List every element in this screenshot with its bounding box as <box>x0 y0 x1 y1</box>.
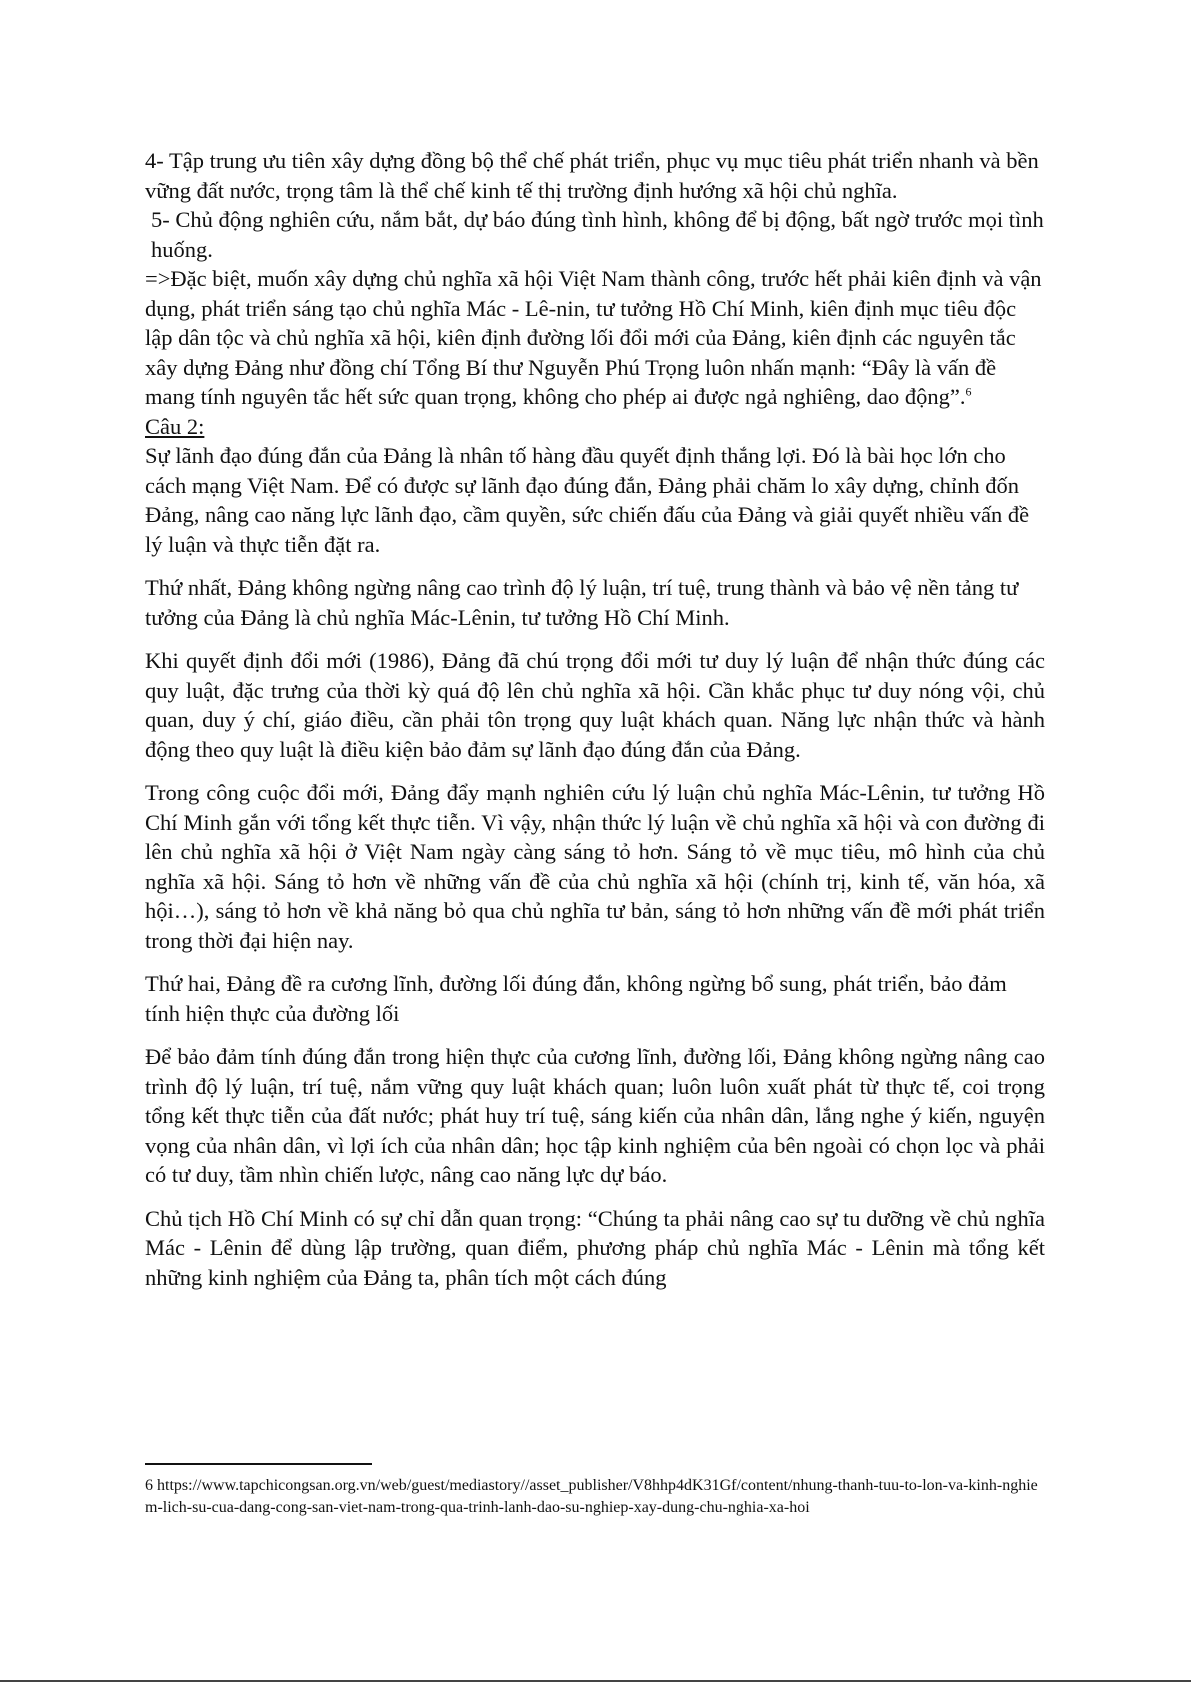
second-point-paragraph: Thứ hai, Đảng đề ra cương lĩnh, đường lối đúng đắn, không ngừng bổ sung, phát triển, bảo đảm tính hiện thực của đường lối <box>145 971 1007 1026</box>
first-point-paragraph: Thứ nhất, Đảng không ngừng nâng cao trình độ lý luận, trí tuệ, trung thành và bảo vệ nền tảng tư tưởng của Đảng là chủ nghĩa Mác-Lênin, tư tưởng Hồ Chí Minh. <box>145 575 1019 630</box>
conclusion-paragraph <box>145 264 1045 412</box>
bao-dam-paragraph: Để bảo đảm tính đúng đắn trong hiện thực của cương lĩnh, đường lối, Đảng không ngừng nâng cao trình độ lý luận, trí tuệ, nắm vững quy luật khách quan; luôn luôn xuất phát từ thực tế, coi trọng tổng kết thực tiễn của đất nước; phát huy trí tuệ, sáng kiến của nhân dân, lắng nghe ý kiến, nguyện vọng của nhân dân, vì lợi ích của nhân dân; học tập kinh nghiệm của bên ngoài có chọn lọc và phải có tư duy, tầm nhìn chiến lược, nâng cao năng lực dự báo. <box>145 1044 1045 1187</box>
doi-moi-paragraph: Khi quyết định đổi mới (1986), Đảng đã chú trọng đổi mới tư duy lý luận để nhận thức đúng các quy luật, đặc trưng của thời kỳ quá độ lên chủ nghĩa xã hội. Cần khắc phục tư duy nóng vội, chủ quan, duy ý chí, giáo điều, cần phải tôn trọng quy luật khách quan. Năng lực nhận thức và hành động theo quy luật là điều kiện bảo đảm sự lãnh đạo đúng đắn của Đảng. <box>145 648 1045 762</box>
question-2-heading: Câu 2: <box>145 413 205 439</box>
footnote-reference[interactable]: 6 <box>965 384 972 399</box>
footnote-number: 6 <box>145 1477 153 1494</box>
cong-cuoc-paragraph: Trong công cuộc đổi mới, Đảng đẩy mạnh nghiên cứu lý luận chủ nghĩa Mác-Lênin, tư tưởng Hồ Chí Minh gắn với tổng kết thực tiễn. Vì vậy, nhận thức lý luận về chủ nghĩa xã hội và con đường đi lên chủ nghĩa xã hội ở Việt Nam ngày càng sáng tỏ hơn. Sáng tỏ về mục tiêu, mô hình của chủ nghĩa xã hội. Sáng tỏ hơn về những vấn đề của chủ nghĩa xã hội (chính trị, kinh tế, văn hóa, xã hội…), sáng tỏ hơn về khả năng bỏ qua chủ nghĩa tư bản, sáng tỏ hơn những vấn đề mới phát triển trong thời đại hiện nay. <box>145 780 1045 953</box>
intro-paragraph: Sự lãnh đạo đúng đắn của Đảng là nhân tố hàng đầu quyết định thắng lợi. Đó là bài học lớn cho cách mạng Việt Nam. Để có được sự lãnh đạo đúng đắn, Đảng phải chăm lo xây dựng, chỉnh đốn Đảng, nâng cao năng lực lãnh đạo, cầm quyền, sức chiến đấu của Đảng và giải quyết nhiều vấn đề lý luận và thực tiễn đặt ra. <box>145 443 1030 557</box>
item-4-paragraph: 4- Tập trung ưu tiên xây dựng đồng bộ thể chế phát triển, phục vụ mục tiêu phát triển nhanh và bền vững đất nước, trọng tâm là thể chế kinh tế thị trường định hướng xã hội chủ nghĩa. <box>145 148 1039 203</box>
item-5-paragraph: 5- Chủ động nghiên cứu, nắm bắt, dự báo đúng tình hình, không để bị động, bất ngờ trước mọi tình huống. <box>151 207 1044 262</box>
conclusion-text: =>Đặc biệt, muốn xây dựng chủ nghĩa xã hội Việt Nam thành công, trước hết phải kiên định và vận dụng, phát triển sáng tạo chủ nghĩa Mác - Lê-nin, tư tưởng Hồ Chí Minh, kiên định mục tiêu độc lập dân tộc và chủ nghĩa xã hội, kiên định đường lối đổi mới của Đảng, kiên định các nguyên tắc xây dựng Đảng như đồng chí Tổng Bí thư Nguyễn Phú Trọng luôn nhấn mạnh: “Đây là vấn đề mang tính nguyên tắc hết sức quan trọng, không cho phép ai được ngả nghiêng, dao động”. <box>145 266 1042 409</box>
ho-chi-minh-quote-paragraph: Chủ tịch Hồ Chí Minh có sự chỉ dẫn quan trọng: “Chúng ta phải nâng cao sự tu dưỡng về chủ nghĩa Mác - Lênin để dùng lập trường, quan điểm, phương pháp chủ nghĩa Mác - Lênin mà tổng kết những kinh nghiệm của Đảng ta, phân tích một cách đúng <box>145 1205 1045 1290</box>
footnote-url[interactable]: https://www.tapchicongsan.org.vn/web/guest/mediastory//asset_publisher/V8hhp4dK31Gf/content/nhung-thanh-tuu-to-lon-va-kinh-nghiem-lich-su-cua-dang-cong-san-viet-nam-trong-qua-trinh-lanh-dao-su-nghiep-xay-dung-chu-nghia-xa-hoi <box>145 1477 1038 1516</box>
page-bottom-edge <box>0 1680 1191 1682</box>
document-body <box>145 146 1045 1292</box>
footnote <box>145 1475 1045 1519</box>
footnote-separator <box>145 1463 372 1465</box>
